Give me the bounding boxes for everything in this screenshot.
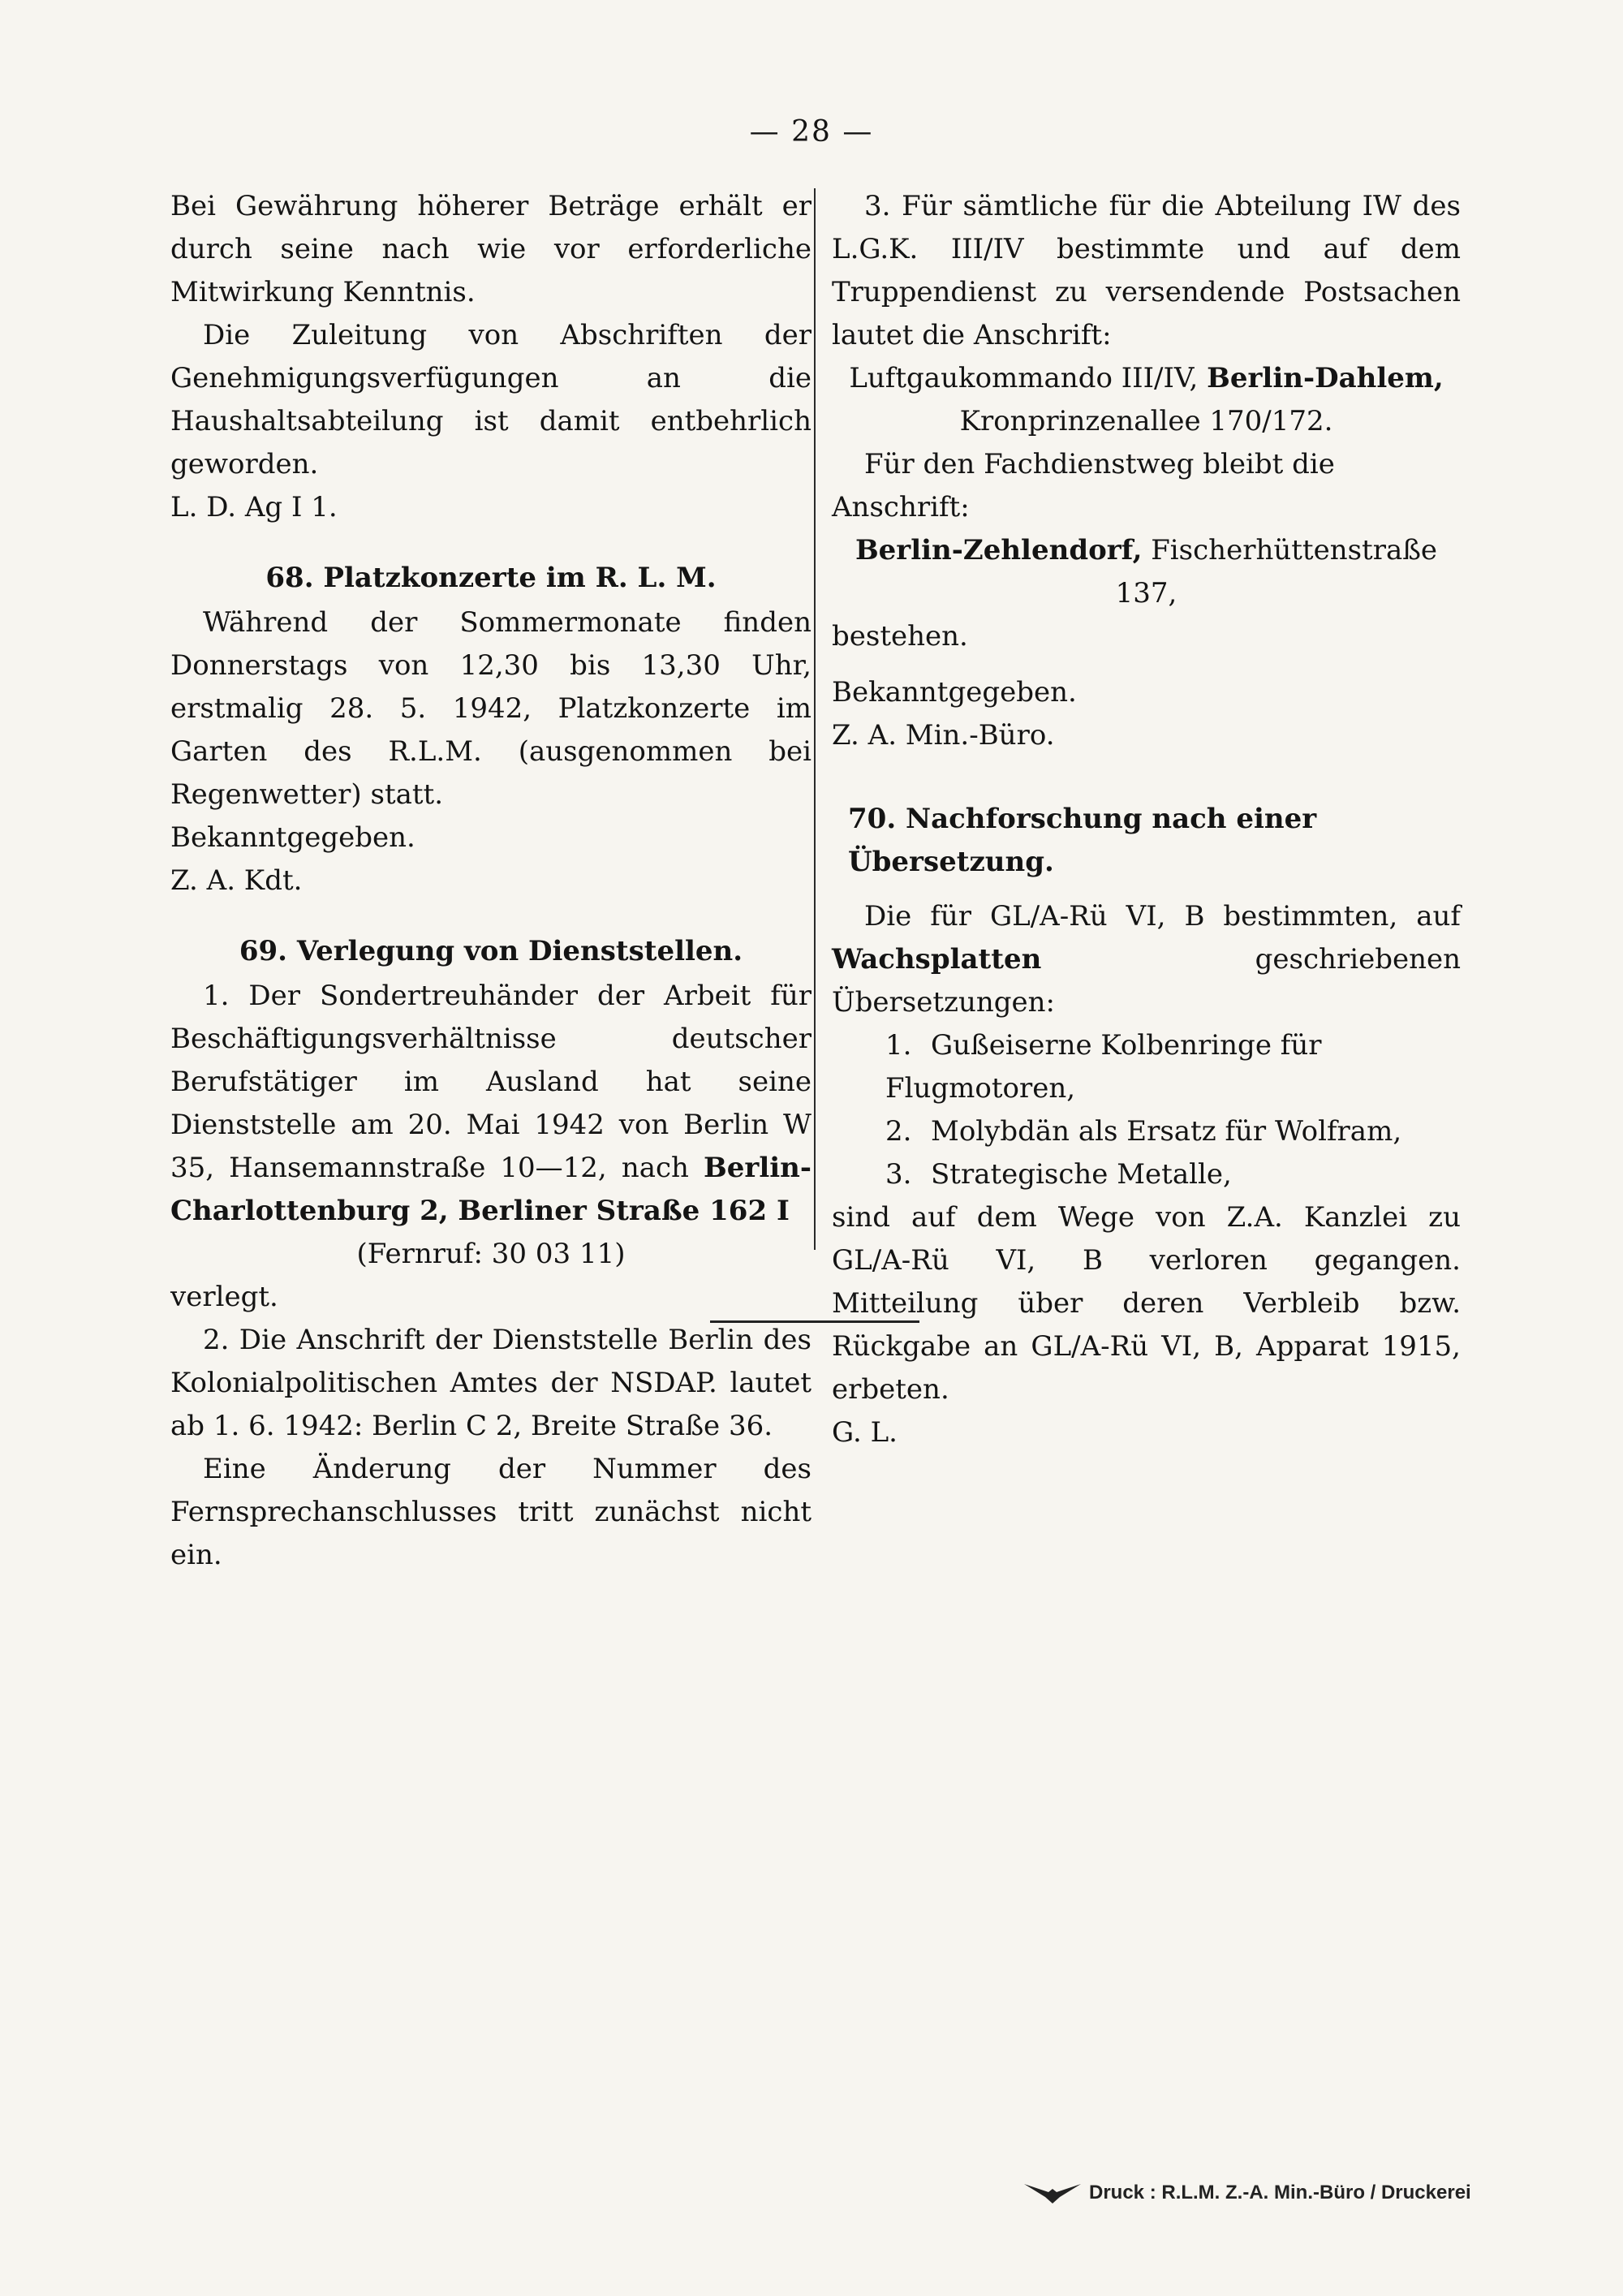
paragraph-fachdienstweg: Für den Fachdienstweg bleibt die Anschrift:: [832, 448, 1335, 523]
address-luftgau-line1: [832, 357, 1461, 400]
address-dahlem: Berlin-Dahlem,: [1207, 362, 1444, 394]
printer-imprint: [1024, 2181, 1471, 2205]
paragraph-70-intro-end: geschriebenen Übersetzungen:: [832, 943, 1461, 1019]
paragraph-contribution: Bei Gewährung höherer Beträge erhält er durch seine nach wie vor erforderliche Mitwirkung Kenntnis.: [170, 190, 812, 308]
heading-68: 68. Platzkonzerte im R. L. M.: [265, 562, 717, 594]
list-item: 2. Molybdän als Ersatz für Wolfram,: [885, 1115, 1402, 1148]
heading-69: 69. Verlegung von Dienststellen.: [239, 935, 743, 967]
paragraph-fachdienstweg-end: bestehen.: [832, 620, 968, 653]
list-item: 3. Strategische Metalle,: [885, 1158, 1232, 1191]
paragraph-69-1-text: 1. Der Sondertreuhänder der Arbeit für Beschäftigungsverhältnisse deutscher Berufstätiger im Ausland hat seine Dienststelle am 20. Mai 1942 von Berlin W 35, Hansemannstraße 10—12, nach: [170, 980, 812, 1184]
right-column: [832, 185, 1461, 1454]
eagle-emblem-icon: [1024, 2181, 1081, 2205]
paragraph-70-body: sind auf dem Wege von Z.A. Kanzlei zu GL/A-Rü VI, B verloren gegangen. Mitteilung über deren Verbleib bzw. Rückgabe an GL/A-Rü VI, B, Apparat 1915, erbeten.: [832, 1201, 1461, 1406]
address-zehlendorf: [832, 529, 1461, 615]
heading-70: 70. Nachforschung nach einer Übersetzung.: [848, 803, 1317, 878]
address-luftgau-line2: Kronprinzenallee 170/172.: [959, 405, 1333, 437]
phone-number: (Fernruf: 30 03 11): [356, 1238, 626, 1270]
paragraph-69-1-end: verlegt.: [170, 1281, 278, 1313]
left-column: [170, 185, 812, 1577]
paragraph-70-intro: [832, 895, 1461, 1024]
wachsplatten-term: Wachsplatten: [832, 943, 1042, 976]
paragraph-69-3: Eine Änderung der Nummer des Fernsprechanschlusses tritt zunächst nicht ein.: [170, 1453, 812, 1571]
imprint-text: Druck : R.L.M. Z.-A. Min.-Büro / Druckerei: [1089, 2182, 1471, 2203]
paragraph-69-3-right: 3. Für sämtliche für die Abteilung IW des L.G.K. III/IV bestimmte und auf dem Truppendienst zu versendende Postsachen lautet die Anschrift:: [832, 190, 1461, 351]
paragraph-copies: Die Zuleitung von Abschriften der Genehmigungsverfügungen an die Haushaltsabteilung ist damit entbehrlich geworden.: [170, 319, 812, 480]
list-item: 1. Gußeiserne Kolbenringe für Flugmotoren,: [885, 1029, 1322, 1105]
address-zehlendorf-bold: Berlin-Zehlendorf,: [855, 534, 1143, 566]
signature-min-buero: Z. A. Min.-Büro.: [832, 719, 1055, 752]
signature-gl: G. L.: [832, 1416, 898, 1449]
announcement-68: Bekanntgegeben.: [170, 821, 415, 854]
end-rule: [710, 1320, 919, 1323]
paragraph-69-2: 2. Die Anschrift der Dienststelle Berlin des Kolonialpolitischen Amtes der NSDAP. lautet ab 1. 6. 1942: Berlin C 2, Breite Straße 36.: [170, 1324, 812, 1442]
address-charlottenburg: Berlin-Charlottenburg 2, Berliner Straße 162 I: [170, 1152, 812, 1227]
announcement-right: Bekanntgegeben.: [832, 676, 1077, 709]
paragraph-68: Während der Sommermonate finden Donnerstags von 12,30 bis 13,30 Uhr, erstmalig 28. 5. 1942, Platzkonzerte im Garten des R.L.M. (ausgenommen bei Regenwetter) statt.: [170, 606, 812, 811]
address-luftgau-name: Luftgaukommando III/IV,: [849, 362, 1199, 394]
signature-68: Z. A. Kdt.: [170, 864, 303, 897]
signature-ld: L. D. Ag I 1.: [170, 491, 338, 523]
page-number: — 28 —: [749, 115, 874, 149]
paragraph-70-intro-text: Die für GL/A-Rü VI, B bestimmten, auf: [864, 900, 1461, 933]
paragraph-69-1: [170, 975, 812, 1233]
column-divider: [814, 188, 816, 1250]
address-zehlendorf-street: Fischerhüttenstraße 137,: [1115, 534, 1438, 610]
